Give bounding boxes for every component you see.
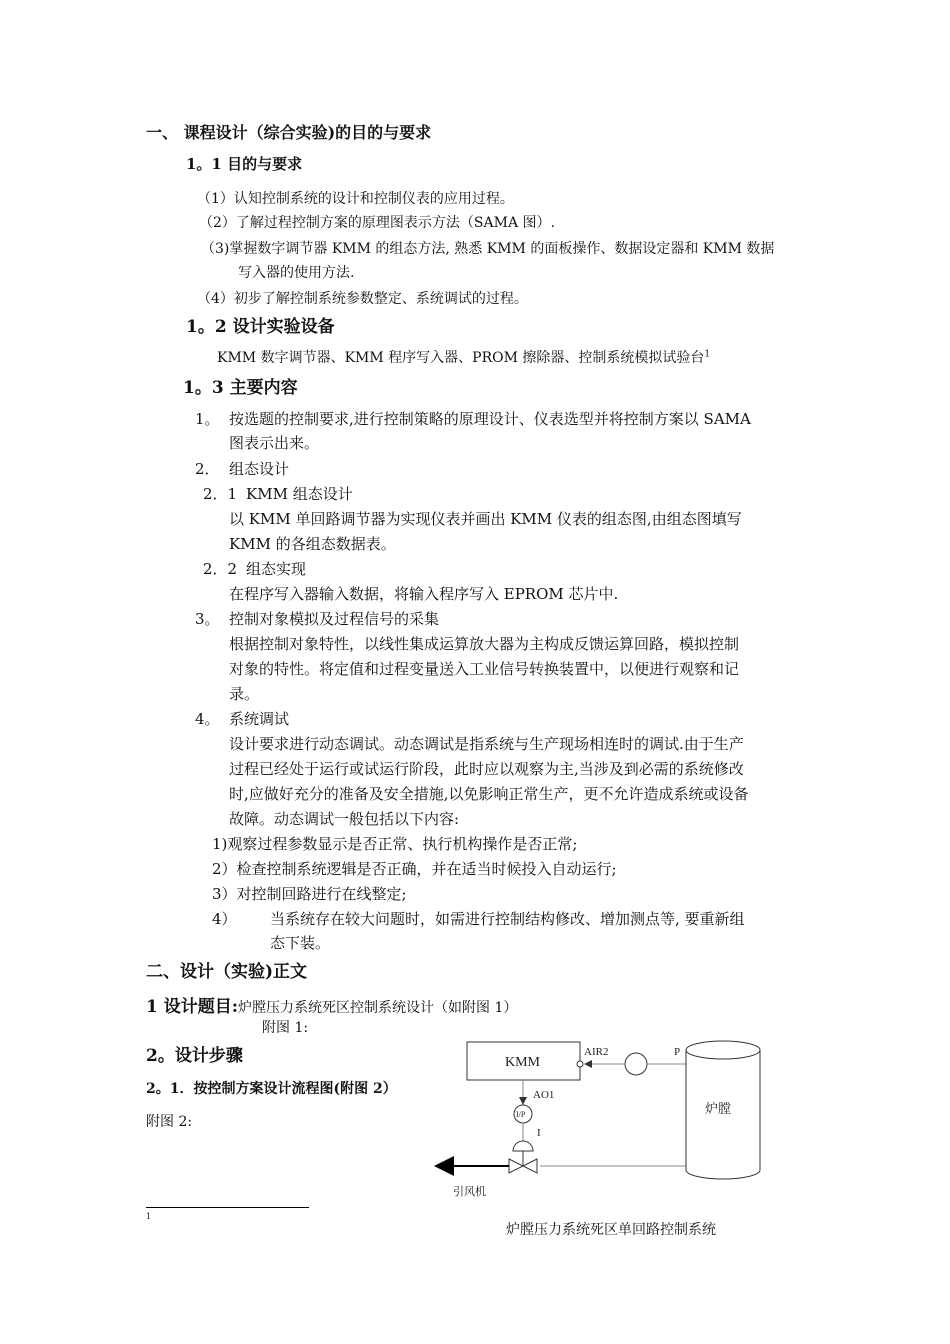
list-item: 写入器的使用方法. — [238, 265, 355, 281]
i-label: I — [537, 1127, 541, 1139]
figure-2-label: 附图 2: — [146, 1114, 193, 1130]
item-text: 在程序写入器输入数据，将输入程序写入 EPROM 芯片中. — [229, 585, 619, 603]
item-text: 时,应做好充分的准备及安全措施,以免影响正常生产，更不允许造成系统或设备 — [229, 785, 749, 803]
furnace-top — [686, 1041, 760, 1059]
ip-label: I/P — [516, 1110, 526, 1119]
item-text: 根据控制对象特性，以线性集成运算放大器为主构成反馈运算回路，模拟控制 — [229, 635, 740, 653]
footnote-ref: 1 — [704, 349, 711, 360]
item-text: KMM 组态设计 — [246, 485, 353, 503]
ao1-label: AO1 — [533, 1089, 555, 1101]
item-number: 2． — [195, 460, 220, 478]
kmm-label: KMM — [505, 1055, 541, 1070]
footnote-separator — [146, 1207, 309, 1208]
diagram-caption: 炉膛压力系统死区单回路控制系统 — [506, 1222, 716, 1238]
sub-item-number: 4） — [212, 910, 237, 928]
list-item: （4）初步了解控制系统参数整定、系统调试的过程。 — [197, 291, 528, 307]
item-text: 过程已经处于运行或试运行阶段，此时应以观察为主,当涉及到必需的系统修改 — [229, 760, 744, 778]
valve-actuator — [513, 1141, 533, 1151]
section-1-3-title: 1。3 主要内容 — [183, 378, 298, 398]
sub-item-text: 态下装。 — [270, 934, 331, 952]
design-steps-title: 2。设计步骤 — [146, 1046, 243, 1066]
item-text: 图表示出来。 — [229, 434, 320, 452]
item-text: 设计要求进行动态调试。动态调试是指系统与生产现场相连时的调试.由于生产 — [229, 735, 744, 753]
item-text: 系统调试 — [229, 710, 290, 728]
footnote-mark: 1 — [146, 1212, 152, 1221]
section-1-1-title: 1。1 目的与要求 — [186, 155, 303, 173]
item-number: 1。 — [195, 410, 220, 428]
sub-item-text: 当系统存在较大问题时，如需进行控制结构修改、增加测点等, 要重新组 — [270, 910, 745, 928]
item-text: 录。 — [229, 685, 260, 703]
section-1-2-title: 1。2 设计实验设备 — [186, 317, 335, 337]
sub-item: 2）检查控制系统逻辑是否正确，并在适当时候投入自动运行; — [212, 860, 617, 878]
section-1-title: 一、 课程设计（综合实验)的目的与要求 — [146, 123, 432, 142]
item-number: 4。 — [195, 710, 220, 728]
air2-label: AIR2 — [584, 1046, 609, 1058]
list-item: （1）认知控制系统的设计和控制仪表的应用过程。 — [197, 191, 514, 207]
step-2-1-title: 2。1．按控制方案设计流程图(附图 2） — [146, 1081, 397, 1097]
furnace-label: 炉膛 — [705, 1101, 732, 1116]
design-topic: 1 设计题目:炉膛压力系统死区控制系统设计（如附图 1） — [146, 997, 518, 1017]
list-item: （2）了解过程控制方案的原理图表示方法（SAMA 图）. — [199, 215, 555, 231]
item-number: 2．1 — [203, 485, 238, 503]
item-text: 以 KMM 单回路调节器为实现仪表并画出 KMM 仪表的组态图,由组态图填写 — [229, 510, 742, 528]
item-number: 3。 — [195, 610, 220, 628]
item-text: KMM 的各组态数据表。 — [229, 535, 396, 553]
item-number: 2．2 — [203, 560, 238, 578]
air2-port — [577, 1061, 583, 1067]
section-2-title: 二、设计（实验)正文 — [146, 962, 308, 982]
pressure-transmitter-circle — [625, 1053, 647, 1075]
item-text: 按选题的控制要求,进行控制策略的原理设计、仪表选型并将控制方案以 SAMA — [229, 410, 751, 428]
sub-item: 1)观察过程参数显示是否正常、执行机构操作是否正常; — [212, 835, 578, 853]
fan-label: 引风机 — [453, 1186, 486, 1198]
list-item: （3)掌握数字调节器 KMM 的组态方法, 熟悉 KMM 的面板操作、数据设定器和 KMM 数据 — [201, 241, 775, 257]
sub-item: 3）对控制回路进行在线整定; — [212, 885, 407, 903]
p-label: P — [674, 1046, 681, 1058]
item-text: 组态设计 — [229, 460, 290, 478]
item-text: 控制对象模拟及过程信号的采集 — [229, 610, 440, 628]
item-text: 组态实现 — [246, 560, 307, 578]
item-text: 故障。动态调试一般包括以下内容: — [229, 810, 460, 828]
equipment-text: KMM 数字调节器、KMM 程序写入器、PROM 擦除器、控制系统模拟试验台$^1$ — [217, 349, 711, 366]
figure-1-label: 附图 1: — [262, 1020, 309, 1036]
item-text: 对象的特性。将定值和过程变量送入工业信号转换装置中，以便进行观察和记 — [229, 660, 740, 678]
